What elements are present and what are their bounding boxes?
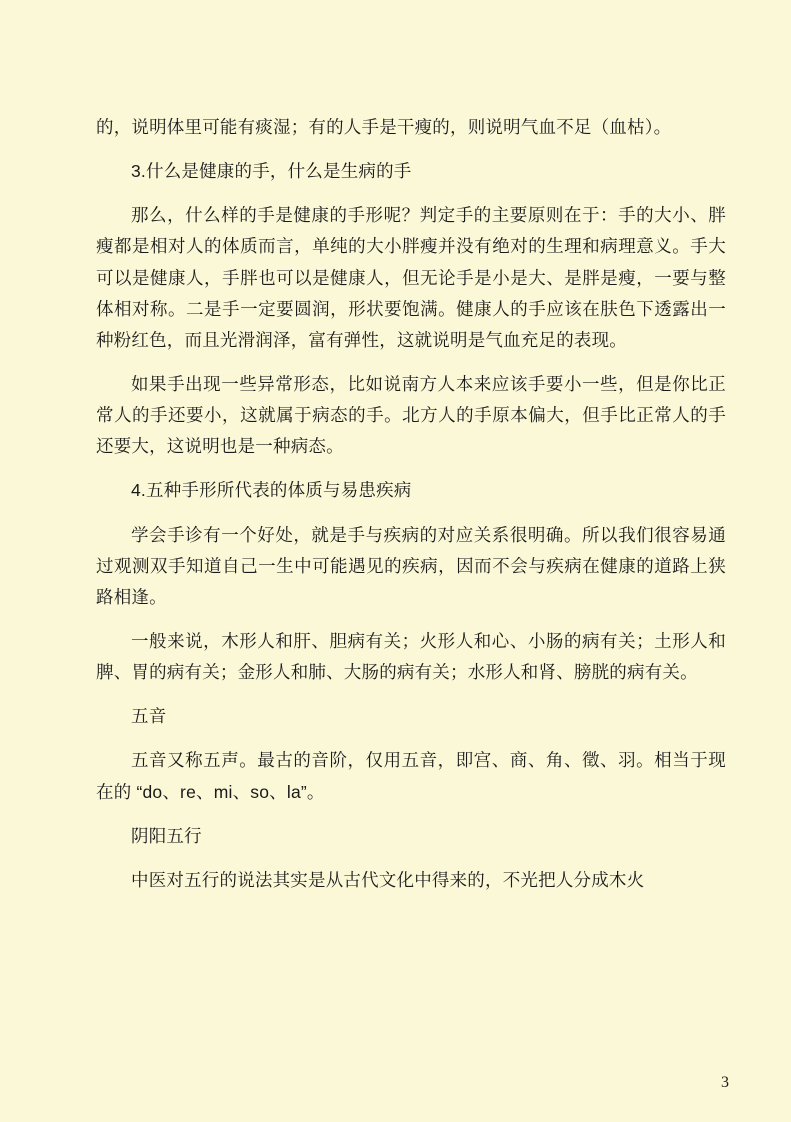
paragraph-continuation: 的，说明体里可能有痰湿；有的人手是干瘦的，则说明气血不足（血枯）。 (96, 117, 672, 137)
section-heading-4: 4.五种手形所代表的体质与易患疾病 (131, 480, 412, 501)
paragraph-abnormal-hand: 如果手出现一些异常形态，比如说南方人本来应该手要小一些，但是你比正常人的手还要小，这就属于病态的手。北方人的手原本偏大，但手比正常人的手还要大，这说明也是一种病态。 (96, 373, 726, 457)
paragraph-healthy-hand: 那么，什么样的手是健康的手形呢？判定手的主要原则在于：手的大小、胖瘦都是相对人的体质而言，单纯的大小胖瘦并没有绝对的生理和病理意义。手大可以是健康人，手胖也可以是健康人，但无论手是小是大、是胖是瘦，一要与整体相对称。二是手一定要圆润，形状要饱满。健康人的手应该在肤色下透露出一种粉红色，而且光滑润泽，富有弹性，这就说明是气血充足的表现。 (96, 205, 726, 350)
subheading-five-tones: 五音 (131, 706, 167, 727)
paragraph-five-shapes: 一般来说，木形人和肝、胆病有关；火形人和心、小肠的病有关；土形人和脾、胃的病有关；金形人和肺、大肠的病有关；水形人和肾、膀胱的病有关。 (96, 630, 726, 683)
subheading-yinyang-wuxing: 阴阳五行 (131, 825, 202, 846)
section-heading-3: 3.什么是健康的手，什么是生病的手 (131, 161, 412, 182)
paragraph-five-tones: 五音又称五声。最古的音阶，仅用五音，即宫、商、角、徵、羽。相当于现在的 “do、re、mi、so、la”。 (96, 750, 726, 802)
paragraph-yinyang-wuxing: 中医对五行的说法其实是从古代文化中得来的，不光把人分成木火 (131, 869, 645, 890)
paragraph-hand-diagnosis: 学会手诊有一个好处，就是手与疾病的对应关系很明确。所以我们很容易通过观测双手知道自己一生中可能遇见的疾病，因而不会与疾病在健康的道路上狭路相逢。 (96, 524, 726, 607)
page-content (96, 112, 726, 909)
page-number: 3 (721, 1074, 729, 1091)
